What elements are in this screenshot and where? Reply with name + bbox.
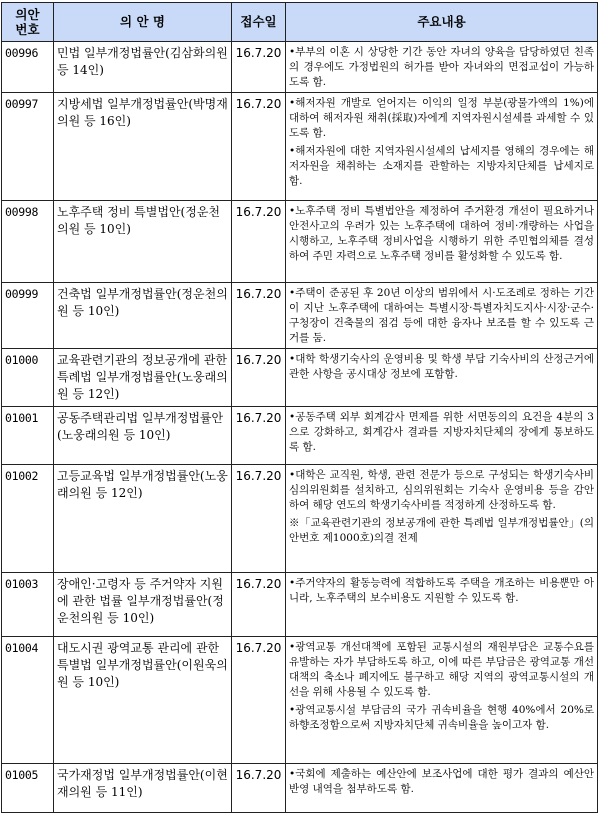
- bill-name: 지방세법 일부개정법률안(박명재의원 등 16인): [54, 93, 232, 201]
- bill-number: 01004: [2, 637, 54, 764]
- table-row: [2, 349, 598, 407]
- table-row: [2, 573, 598, 637]
- header-main-content: 주요내용: [286, 3, 598, 42]
- table-row: [2, 93, 598, 201]
- content-item: •부부의 이혼 시 상당한 기간 동안 자녀의 양육을 담당하였던 친족의 경우에도 가정법원의 허가를 받아 자녀와의 면접교섭이 가능하도록 함.: [289, 46, 594, 88]
- content-item: •광역교통 개선대책에 포함된 교통시설의 재원부담은 교통수요를 유발하는 자가 부담하도록 하고, 이에 따른 부담금은 광역교통 개선대책의 축소나 폐지에도 불구하고 해당 지역의 광역교통시설의 개선을 위해 사용될 수 있도록 함.: [289, 641, 594, 698]
- main-content: [286, 764, 598, 813]
- table-row: [2, 42, 598, 93]
- content-item: •대학은 교직원, 학생, 관련 전문가 등으로 구성되는 학생기숙사비심의위원회를 설치하고, 심의위원회는 기숙사 운영비용 등을 감안하여 해당 연도의 학생기숙사비를 적정하게 산정하도록 함.: [289, 469, 594, 511]
- header-bill-number: 의안 번호: [2, 3, 54, 42]
- header-row: [2, 3, 598, 42]
- content-item: •주거약자의 활동능력에 적합하도록 주택을 개조하는 비용뿐만 아니라, 노후주택의 보수비용도 지원할 수 있도록 함.: [289, 577, 594, 604]
- received-date: 16.7.20: [232, 764, 286, 813]
- bill-name: 교육관련기관의 정보공개에 관한 특례법 일부개정법률안(노웅래의원 등 12인): [54, 349, 232, 407]
- content-note: ※「교육관련기관의 정보공개에 관한 특례법 일부개정법률안」(의안번호 제1000호)의결 전제: [289, 517, 594, 544]
- table-row: [2, 201, 598, 283]
- bill-number: 00997: [2, 93, 54, 201]
- main-content: [286, 349, 598, 407]
- bill-name: 고등교육법 일부개정법률안(노웅래의원 등 12인): [54, 465, 232, 573]
- received-date: 16.7.20: [232, 283, 286, 349]
- bill-number: 01003: [2, 573, 54, 637]
- received-date: 16.7.20: [232, 637, 286, 764]
- main-content: [286, 201, 598, 283]
- table-row: [2, 283, 598, 349]
- content-item: •대학 학생기숙사의 운영비용 및 학생 부담 기숙사비의 산정근거에 관한 사항을 공시대상 정보에 포함함.: [289, 353, 594, 380]
- main-content: [286, 42, 598, 93]
- header-bill-name: 의 안 명: [54, 3, 232, 42]
- bill-number: 01001: [2, 407, 54, 465]
- main-content: [286, 407, 598, 465]
- content-item: •주택이 준공된 후 20년 이상의 범위에서 시·도조례로 정하는 기간이 지난 노후주택에 대하여는 특별시장·특별자치도지사·시장·군수·구청장이 건축물의 점검 등에 대한 융자나 보조를 할 수 있도록 근거를 둠.: [289, 287, 594, 344]
- main-content: [286, 573, 598, 637]
- content-item: •국회에 제출하는 예산안에 보조사업에 대한 평가 결과의 예산안 반영 내역을 첨부하도록 함.: [289, 768, 594, 795]
- content-item: •해저자원에 대한 지역자원시설세의 납세지를 영해의 경우에는 해저자원을 채취하는 소재지를 관할하는 지방자치단체를 납세지로 함.: [289, 145, 594, 187]
- received-date: 16.7.20: [232, 407, 286, 465]
- main-content: [286, 465, 598, 573]
- received-date: 16.7.20: [232, 465, 286, 573]
- received-date: 16.7.20: [232, 93, 286, 201]
- header-received-date: 접수일: [232, 3, 286, 42]
- table-row: [2, 465, 598, 573]
- bill-name: 공동주택관리법 일부개정법률안(노웅래의원 등 10인): [54, 407, 232, 465]
- main-content: [286, 637, 598, 764]
- received-date: 16.7.20: [232, 349, 286, 407]
- received-date: 16.7.20: [232, 201, 286, 283]
- bill-number: 01000: [2, 349, 54, 407]
- content-item: •광역교통시설 부담금의 국가 귀속비율을 현행 40%에서 20%로 하향조정함으로써 지방자치단체 귀속비율을 높이고자 함.: [289, 704, 594, 731]
- bill-number: 00996: [2, 42, 54, 93]
- table-row: [2, 407, 598, 465]
- main-content: [286, 93, 598, 201]
- bill-number: 01002: [2, 465, 54, 573]
- content-item: •해저자원 개발로 얻어지는 이익의 일정 부분(광물가액의 1%)에 대하여 해저자원 채취(採取)자에게 지역자원시설세를 과세할 수 있도록 함.: [289, 97, 594, 139]
- bill-name: 대도시권 광역교통 관리에 관한 특별법 일부개정법률안(이원욱의원 등 10인): [54, 637, 232, 764]
- content-item: •공동주택 외부 회계감사 면제를 위한 서면동의의 요건을 4분의 3으로 강화하고, 회계감사 결과를 지방자치단체의 장에게 통보하도록 함.: [289, 411, 594, 453]
- bill-number: 01005: [2, 764, 54, 813]
- received-date: 16.7.20: [232, 573, 286, 637]
- main-content: [286, 283, 598, 349]
- bill-name: 노후주택 정비 특별법안(정운천의원 등 10인): [54, 201, 232, 283]
- bill-name: 장애인·고령자 등 주거약자 지원에 관한 법률 일부개정법률안(정운천의원 등 10인): [54, 573, 232, 637]
- bill-name: 민법 일부개정법률안(김삼화의원 등 14인): [54, 42, 232, 93]
- bill-number: 00999: [2, 283, 54, 349]
- bill-table: [1, 2, 598, 813]
- bill-name: 건축법 일부개정법률안(정운천의원 등 10인): [54, 283, 232, 349]
- table-row: [2, 637, 598, 764]
- received-date: 16.7.20: [232, 42, 286, 93]
- table-row: [2, 764, 598, 813]
- bill-name: 국가재정법 일부개정법률안(이현재의원 등 11인): [54, 764, 232, 813]
- bill-number: 00998: [2, 201, 54, 283]
- content-item: •노후주택 정비 특별법안을 제정하여 주거환경 개선이 필요하거나 안전사고의 우려가 있는 노후주택에 대하여 정비·개량하는 사업을 시행하고, 노후주택 정비사업을 시행하기 위한 주민협의체를 결성하여 주민 자력으로 노후주택 정비를 활성화할 수 있도록 함.: [289, 205, 594, 262]
